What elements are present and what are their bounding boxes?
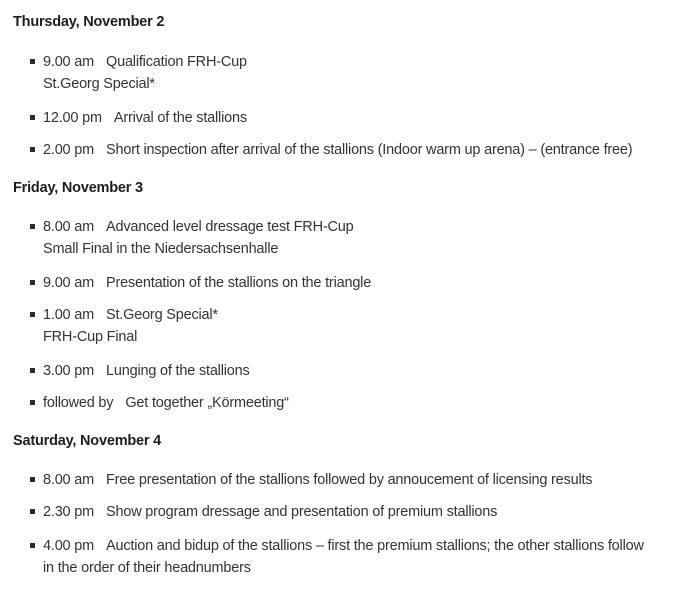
bullet-icon [30,543,35,548]
item-title: Get together „Körmeeting“ [125,395,289,411]
item-time: 8.00 am [43,219,94,235]
bullet-icon [30,147,35,152]
item-title: Free presentation of the stallions followed by annoucement of licensing results [106,472,593,488]
day-heading-thursday: Thursday, November 2 [13,14,165,30]
day-heading-saturday: Saturday, November 4 [13,433,162,449]
item-time: 9.00 am [43,54,94,70]
bullet-icon [30,115,35,120]
bullet-icon [30,312,35,317]
bullet-icon [30,368,35,373]
item-subtitle: Small Final in the Niedersachsenhalle [43,241,279,257]
item-time: 3.00 pm [43,363,94,379]
bullet-icon [30,400,35,405]
item-title: Advanced level dressage test FRH-Cup [106,219,354,235]
item-subtitle: in the order of their headnumbers [43,560,251,576]
item-title: Qualification FRH-Cup [106,54,247,70]
bullet-icon [30,477,35,482]
item-time: followed by [43,395,114,411]
item-title: Show program dressage and presentation of premium stallions [106,504,498,520]
item-title: Short inspection after arrival of the stallions (Indoor warm up arena) – (entrance free) [106,142,633,158]
bullet-icon [30,59,35,64]
bullet-icon [30,280,35,285]
item-subtitle: St.Georg Special* [43,76,155,92]
item-time: 4.00 pm [43,538,94,554]
item-time: 1.00 am [43,307,94,323]
bullet-icon [30,509,35,514]
item-title: Auction and bidup of the stallions – first the premium stallions; the other stallions follow [106,538,644,554]
item-title: Lunging of the stallions [106,363,250,379]
item-time: 9.00 am [43,275,94,291]
item-time: 12.00 pm [43,110,102,126]
item-title: Presentation of the stallions on the triangle [106,275,372,291]
bullet-icon [30,224,35,229]
item-time: 2.30 pm [43,504,94,520]
item-subtitle: FRH-Cup Final [43,329,138,345]
item-time: 2.00 pm [43,142,94,158]
item-title: St.Georg Special* [106,307,218,323]
item-title: Arrival of the stallions [113,110,247,126]
day-heading-friday: Friday, November 3 [13,180,143,196]
item-time: 8.00 am [43,472,94,488]
